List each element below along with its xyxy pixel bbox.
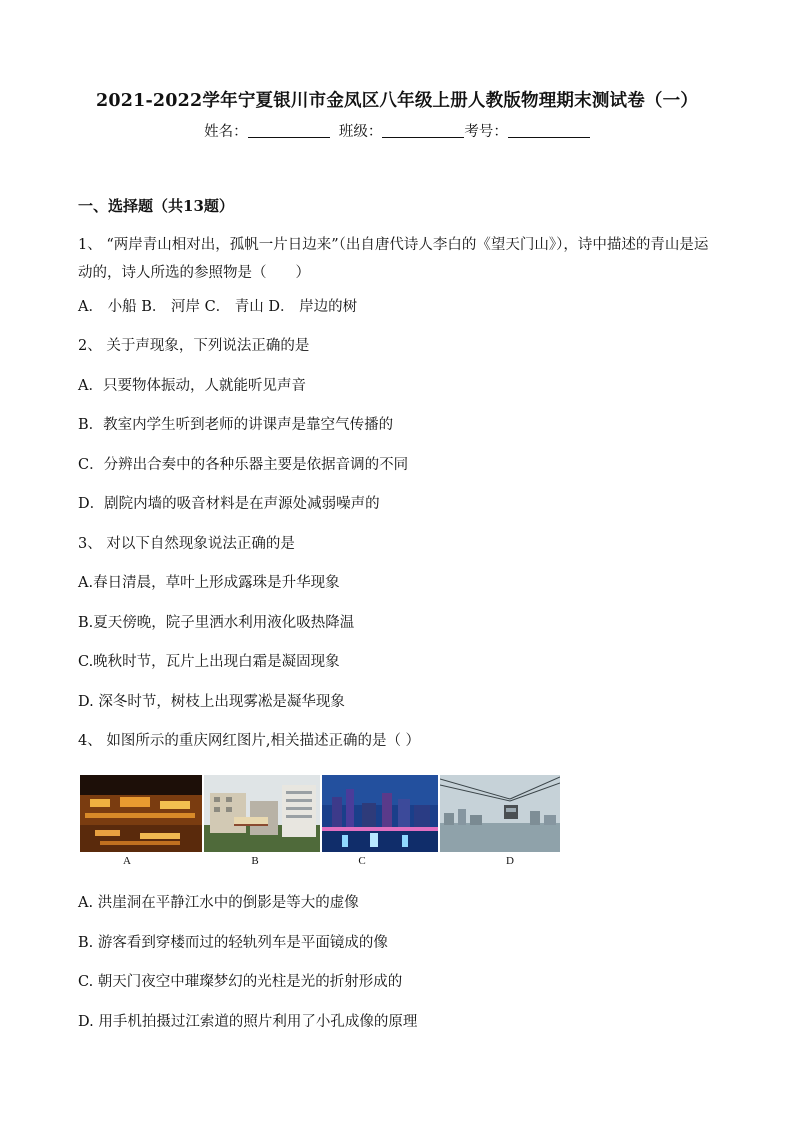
question-4-figure <box>80 775 560 865</box>
question-4-option-c: C. 朝天门夜空中璀璨梦幻的光柱是光的折射形成的 <box>78 974 403 990</box>
photo-a-caption: A <box>123 855 131 867</box>
class-blank <box>382 123 464 138</box>
question-4-option-b: B. 游客看到穿楼而过的轻轨列车是平面镜成的像 <box>78 935 388 951</box>
question-2-option-a: A．只要物体振动，人就能听见声音 <box>78 378 306 394</box>
question-1-stem: 1、 “两岸青山相对出，孤帆一片日边来”（出自唐代诗人李白的《望天门山》），诗中描述的青山是运动的，诗人所选的参照物是（ ） <box>78 237 709 281</box>
photo-d-image <box>440 775 560 852</box>
page-title: 2021-2022学年宁夏银川市金凤区八年级上册人教版物理期末测试卷（一） <box>95 91 699 111</box>
question-3-option-c: C.晚秋时节，瓦片上出现白霜是凝固现象 <box>78 654 340 670</box>
photo-d-caption: D <box>506 855 514 867</box>
question-1-options: A． 小船 B． 河岸 C． 青山 D． 岸边的树 <box>78 299 358 315</box>
section-heading: 一、选择题（共13题） <box>78 197 234 215</box>
question-4-stem: 4、 如图所示的重庆网红图片,相关描述正确的是（ ） <box>78 733 421 749</box>
photo-c-caption: C <box>358 855 366 867</box>
question-2-option-c: C．分辨出合奏中的各种乐器主要是依据音调的不同 <box>78 457 409 473</box>
exam-no-label: 考号： <box>464 124 508 140</box>
class-label: 班级： <box>338 124 383 140</box>
question-2-stem: 2、 关于声现象，下列说法正确的是 <box>78 338 310 354</box>
question-4-option-d: D. 用手机拍摄过江索道的照片利用了小孔成像的原理 <box>78 1014 418 1030</box>
photo-b-caption: B <box>251 855 259 867</box>
photo-a-image <box>80 775 202 852</box>
question-3-stem: 3、 对以下自然现象说法正确的是 <box>78 536 295 552</box>
photo-c-image <box>322 775 438 852</box>
exam-no-blank <box>508 123 590 138</box>
question-3-option-a: A.春日清晨，草叶上形成露珠是升华现象 <box>78 575 340 591</box>
question-2-option-d: D．剧院内墙的吸音材料是在声源处减弱噪声的 <box>78 496 380 512</box>
question-3-option-b: B.夏天傍晚，院子里洒水利用液化吸热降温 <box>78 615 355 631</box>
name-label: 姓名： <box>204 124 248 140</box>
question-2-option-b: B．教室内学生听到老师的讲课声是靠空气传播的 <box>78 417 394 433</box>
student-info-line <box>0 120 794 141</box>
photo-b-image <box>204 775 320 852</box>
question-3-option-d: D. 深冬时节，树枝上出现雾凇是凝华现象 <box>78 694 345 710</box>
name-blank <box>248 123 330 138</box>
question-4-option-a: A. 洪崖洞在平静江水中的倒影是等大的虚像 <box>78 895 359 911</box>
